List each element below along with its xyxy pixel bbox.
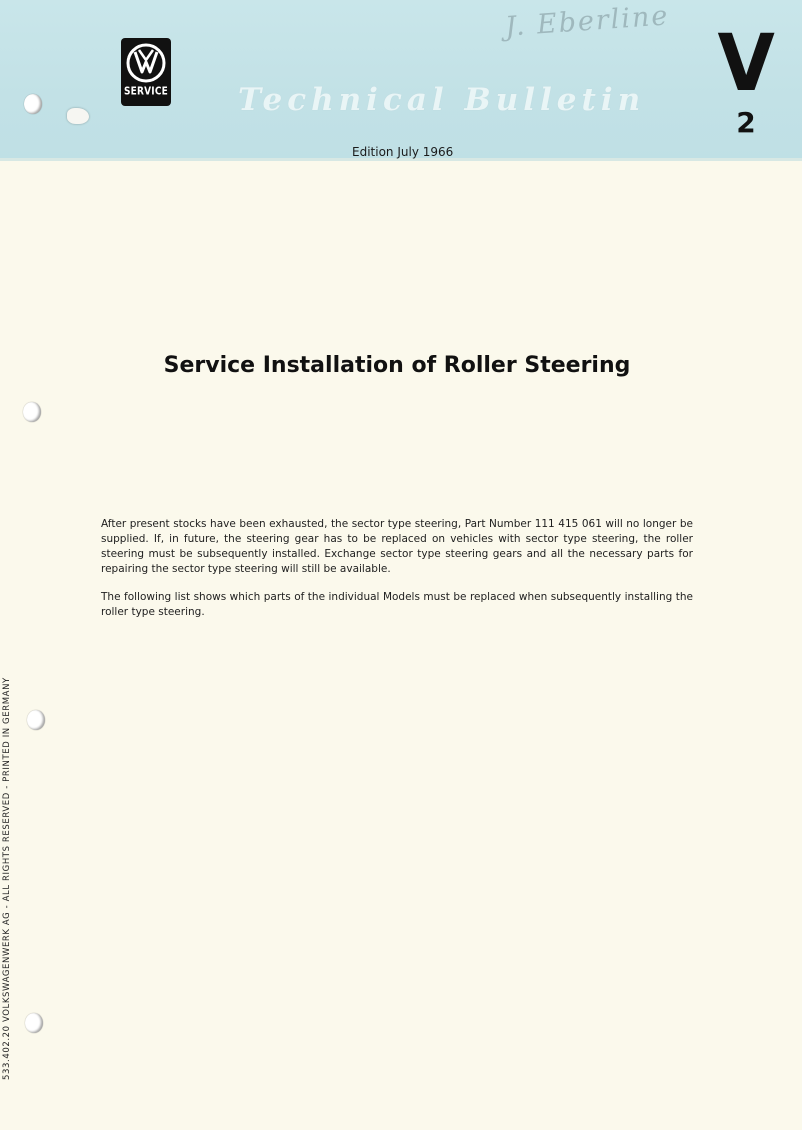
handwritten-signature: J. Eberline [504, 0, 671, 43]
torn-hole [67, 108, 89, 124]
section-number: 2 [736, 106, 756, 139]
vw-emblem-icon [121, 38, 171, 88]
binder-hole [23, 402, 41, 422]
binder-hole [24, 94, 42, 114]
section-letter: V [717, 19, 775, 109]
bulletin-title: Technical Bulletin [238, 82, 646, 118]
document-title: Service Installation of Roller Steering [163, 353, 631, 378]
vw-service-logo [121, 38, 171, 106]
edition-date: Edition July 1966 [352, 145, 454, 159]
body-paragraph: After present stocks have been exhausted, the sector type steering, Part Number 111 415 061 will no longer be supplied. If, in future, the steering gear has to be replaced on vehicles with sector type steering, the roller steering must be subsequently installed. Exchange sector type steering gears and all the necessary parts for repairing the sector type steering will still be available. [101, 518, 693, 575]
body-paragraph: The following list shows which parts of the individual Models must be replaced when subsequently installing the roller type steering. [101, 591, 693, 618]
logo-service-label: SERVICE [123, 86, 169, 98]
margin-imprint: 533.402.20 VOLKSWAGENWERK AG - ALL RIGHTS RESERVED - PRINTED IN GERMANY [2, 677, 12, 1080]
binder-hole [25, 1013, 43, 1033]
binder-hole [27, 710, 45, 730]
